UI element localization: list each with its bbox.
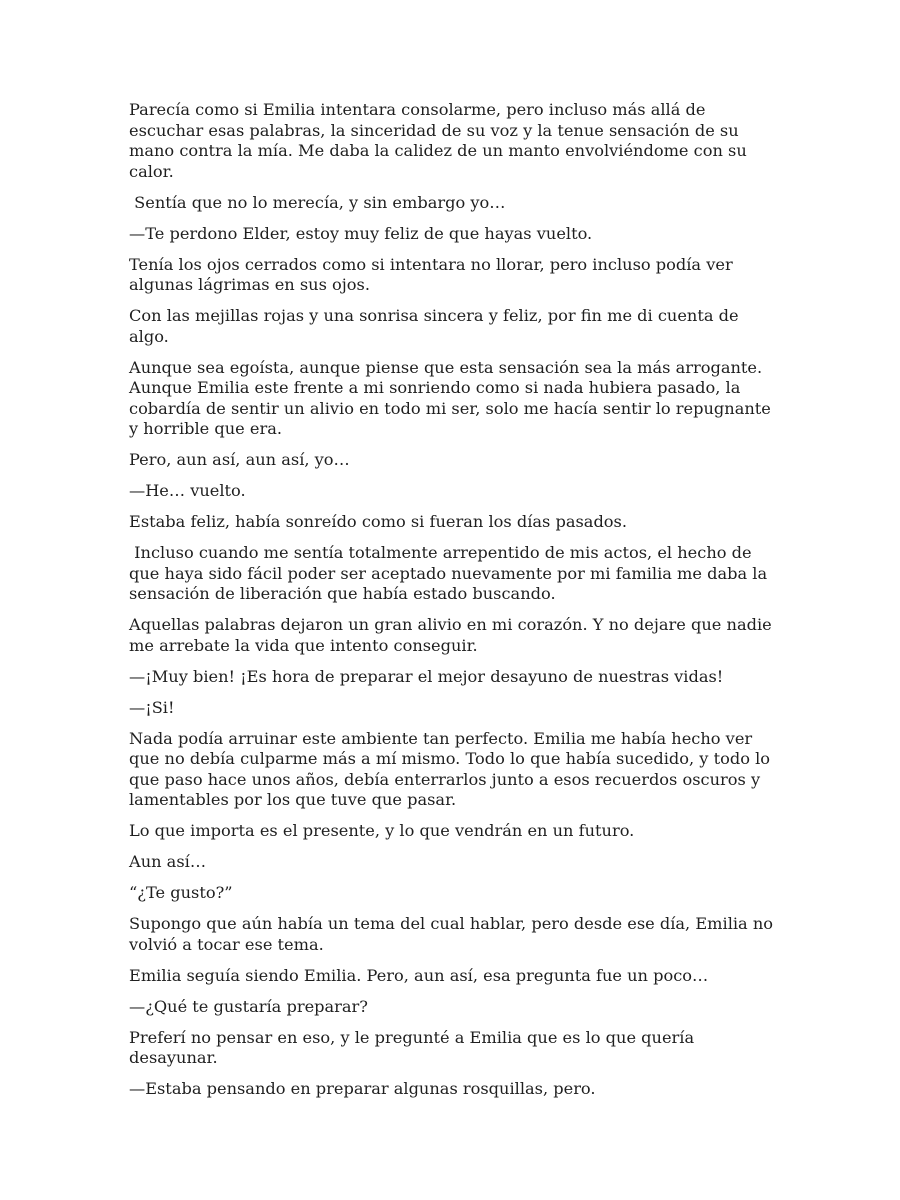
paragraph: —¡Muy bien! ¡Es hora de preparar el mejor desayuno de nuestras vidas! xyxy=(129,666,724,686)
paragraph: —Te perdono Elder, estoy muy feliz de que hayas vuelto. xyxy=(129,223,593,243)
paragraph: Aun así… xyxy=(129,852,207,871)
paragraph: Emilia seguía siendo Emilia. Pero, aun así, esa pregunta fue un poco… xyxy=(129,965,709,985)
paragraph: Incluso cuando me sentía totalmente arrepentido de mis actos, el hecho de que haya sido fácil poder ser aceptado nuevamente por mi familia me daba la sensación de liberación que había estado buscando. xyxy=(129,543,773,603)
paragraph: Tenía los ojos cerrados como si intentara no llorar, pero incluso podía ver algunas lágrimas en sus ojos. xyxy=(129,254,738,294)
paragraph: Aunque sea egoísta, aunque piense que esta sensación sea la más arrogante. Aunque Emilia este frente a mi sonriendo como si nada hubiera pasado, la cobardía de sentir un alivio en todo mi ser, solo me hacía sentir lo repugnante y horrible que era. xyxy=(129,357,777,438)
paragraph: Pero, aun así, aun así, yo… xyxy=(129,450,350,469)
paragraph: Nada podía arruinar este ambiente tan perfecto. Emilia me había hecho ver que no debía culparme más a mí mismo. Todo lo que había sucedido, y todo lo que paso hace unos años, debía enterrarlos junto a esos recuerdos oscuros y lamentables por los que tuve que pasar. xyxy=(129,728,776,809)
paragraph: —He… vuelto. xyxy=(129,481,246,500)
paragraph: Aquellas palabras dejaron un gran alivio en mi corazón. Y no dejare que nadie me arrebate la vida que intento conseguir. xyxy=(129,615,777,655)
paragraph: Preferí no pensar en eso, y le pregunté a Emilia que es lo que quería desayunar. xyxy=(129,1027,700,1067)
paragraph: “¿Te gusto?” xyxy=(129,883,233,902)
paragraph: Lo que importa es el presente, y lo que vendrán en un futuro. xyxy=(129,821,635,840)
paragraph: Parecía como si Emilia intentara consolarme, pero incluso más allá de escuchar esas palabras, la sinceridad de su voz y la tenue sensación de su mano contra la mía. Me daba la calidez de un manto envolviéndome con su calor. xyxy=(129,100,752,181)
paragraph: —¿Qué te gustaría preparar? xyxy=(129,996,368,1016)
paragraph: Con las mejillas rojas y una sonrisa sincera y feliz, por fin me di cuenta de algo. xyxy=(129,306,744,346)
paragraph: Estaba feliz, había sonreído como si fueran los días pasados. xyxy=(129,512,628,531)
paragraph: —¡Si! xyxy=(129,697,175,717)
paragraph: Supongo que aún había un tema del cual hablar, pero desde ese día, Emilia no volvió a tocar ese tema. xyxy=(129,914,779,954)
paragraph: Sentía que no lo merecía, y sin embargo yo… xyxy=(129,192,506,212)
paragraph: —Estaba pensando en preparar algunas rosquillas, pero. xyxy=(129,1079,596,1098)
document-body xyxy=(129,100,779,1110)
